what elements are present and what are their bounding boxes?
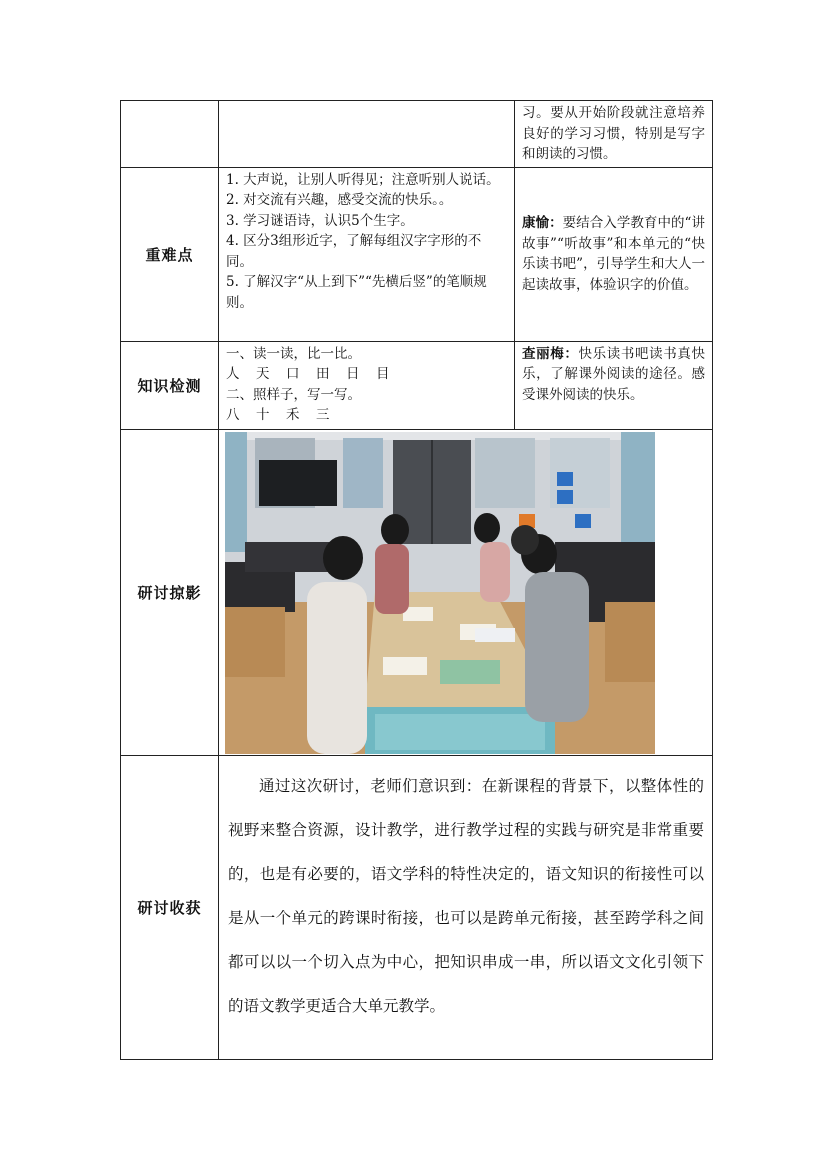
character: 目 — [376, 366, 390, 382]
continuation-row — [121, 101, 713, 168]
commenter-name: 康愉： — [522, 215, 563, 231]
knowledge-check-label: 知识检测 — [121, 341, 219, 429]
key-point-item: 2. 对交流有兴趣，感受交流的快乐。。 — [226, 192, 453, 208]
gains-paragraph: 通过这次研讨，老师们意识到：在新课程的背景下，以整体性的视野来整合资源，设计教学，进行教学过程的实践与研究是非常重要的，也是有必要的，语文学科的特性决定的，语文知识的衔接性可以是从一个单元的跨课时衔接，也可以是跨单元衔接，甚至跨学科之间都可以以一个切入点为中心，把知识串成一串，所以语文文化引领下的语文教学更适合大单元教学。 — [228, 776, 704, 1015]
knowledge-check-comment — [515, 341, 713, 429]
key-point-item: 3. 学习谜语诗，认识5个生字。 — [226, 212, 414, 229]
comment-text: 快乐读书吧读书真快乐，了解课外阅读的途径。感受课外阅读的快乐。 — [522, 345, 705, 403]
character: 田 — [316, 366, 330, 382]
exercise-characters — [226, 405, 508, 426]
knowledge-check-row — [121, 341, 713, 429]
gains-row — [121, 755, 713, 1059]
photo-label: 研讨掠影 — [121, 429, 219, 755]
key-points-comment — [515, 167, 713, 341]
key-points-label: 重难点 — [121, 167, 219, 341]
exercise-heading: 一、读一读，比一比。 — [226, 345, 361, 362]
continuation-text: 习。要从开始阶段就注意培养良好的学习习惯，特别是写字和朗读的习惯。 — [522, 105, 705, 162]
key-point-item: 4. 区分3组形近字，了解每组汉字字形的不同。 — [226, 233, 482, 270]
meeting-photo — [225, 432, 655, 754]
gains-label: 研讨收获 — [121, 755, 219, 1059]
research-table — [120, 100, 713, 1060]
exercise-heading: 二、照样子，写一写。 — [226, 386, 361, 403]
knowledge-check-content — [219, 341, 515, 429]
exercise-characters — [226, 364, 508, 385]
key-point-item: 5. 了解汉字“从上到下”“先横后竖”的笔顺规则。 — [226, 274, 487, 311]
key-point-item: 1. 大声说，让别人听得见；注意听别人说话。 — [226, 171, 500, 188]
key-points-row — [121, 167, 713, 341]
character: 十 — [256, 407, 270, 423]
photo-row — [121, 429, 713, 755]
character: 八 — [226, 407, 240, 423]
character: 天 — [256, 366, 270, 382]
character: 三 — [316, 407, 330, 423]
character: 日 — [346, 366, 360, 382]
character: 禾 — [286, 407, 300, 423]
commenter-name: 查丽梅： — [522, 345, 579, 362]
comment-text: 要结合入学教育中的“讲故事”“听故事”和本单元的“快乐读书吧”，引导学生和大人一起读故事，体验识字的价值。 — [522, 215, 705, 293]
key-points-list — [219, 167, 515, 341]
photo-cell — [219, 429, 713, 755]
character: 口 — [286, 366, 300, 382]
character: 人 — [226, 366, 240, 382]
continuation-comment — [515, 101, 713, 168]
continuation-label-cell — [121, 101, 219, 168]
continuation-mid-cell — [219, 101, 515, 168]
gains-content — [219, 755, 713, 1059]
meeting-photo-illustration — [225, 432, 655, 754]
